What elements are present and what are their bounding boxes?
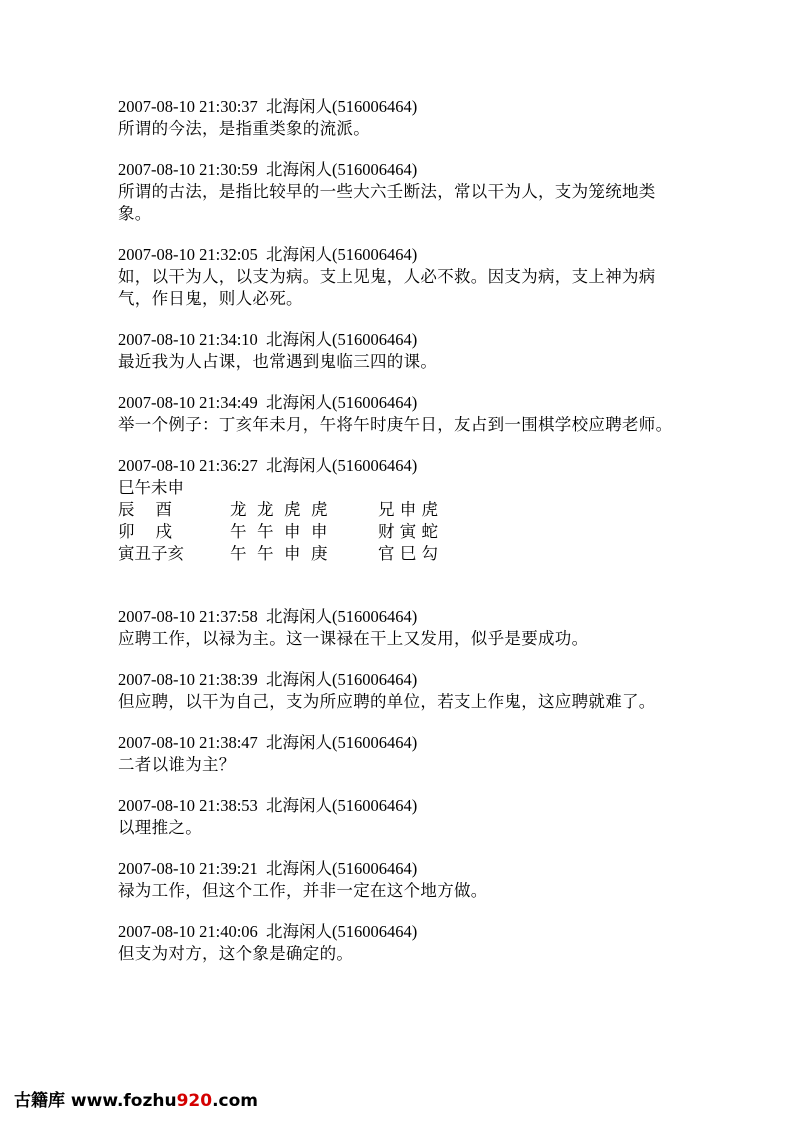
pan-cell-lessons: 龙 龙 虎 虎 xyxy=(230,500,328,519)
pan-cell-plate: 寅丑子亥 xyxy=(118,544,184,563)
chat-entry xyxy=(118,244,678,310)
entry-message: 但应聘，以干为自己，支为所应聘的单位，若支上作鬼，这应聘就难了。 xyxy=(118,692,656,711)
footer-site-name: 古籍库 xyxy=(14,1091,65,1111)
chat-entry xyxy=(118,858,678,902)
chat-entry xyxy=(118,159,678,225)
entry-message: 所谓的今法，是指重类象的流派。 xyxy=(118,119,370,138)
liuren-pan-chart xyxy=(118,477,678,565)
entry-message: 如，以干为人，以支为病。支上见鬼，人必不救。因支为病，支上神为病气，作日鬼，则人必死。 xyxy=(118,267,656,308)
entry-message: 二者以谁为主？ xyxy=(118,755,236,774)
pan-row xyxy=(118,499,678,521)
pan-row xyxy=(118,543,678,565)
entry-timestamp-author: 2007-08-10 21:34:10 北海闲人(516006464) xyxy=(118,330,418,349)
entry-timestamp-author: 2007-08-10 21:34:49 北海闲人(516006464) xyxy=(118,393,418,412)
pan-cell-transmissions: 财 寅 蛇 xyxy=(378,522,438,541)
pan-cell-lessons: 午 午 申 庚 xyxy=(230,544,328,563)
chat-entry xyxy=(118,329,678,373)
chat-entry xyxy=(118,921,678,965)
chat-entry xyxy=(118,669,678,713)
pan-cell-lessons: 午 午 申 申 xyxy=(230,522,328,541)
entry-timestamp-author: 2007-08-10 21:30:37 北海闲人(516006464) xyxy=(118,97,418,116)
entry-message: 禄为工作，但这个工作，并非一定在这个地方做。 xyxy=(118,881,488,900)
entry-message: 所谓的古法，是指比较早的一些大六壬断法，常以干为人，支为笼统地类象。 xyxy=(118,182,656,223)
entry-timestamp-author: 2007-08-10 21:37:58 北海闲人(516006464) xyxy=(118,607,418,626)
entry-timestamp-author: 2007-08-10 21:38:47 北海闲人(516006464) xyxy=(118,733,418,752)
footer-url-prefix: www.fozhu xyxy=(70,1091,177,1111)
entry-timestamp-author: 2007-08-10 21:30:59 北海闲人(516006464) xyxy=(118,160,418,179)
entry-message: 应聘工作，以禄为主。这一课禄在干上又发用，似乎是要成功。 xyxy=(118,629,589,648)
chat-entry-pan xyxy=(118,455,678,565)
entry-timestamp-author: 2007-08-10 21:40:06 北海闲人(516006464) xyxy=(118,922,418,941)
chat-entry xyxy=(118,732,678,776)
entry-timestamp-author: 2007-08-10 21:36:27 北海闲人(516006464) xyxy=(118,456,418,475)
document-body xyxy=(118,96,678,984)
chat-entry xyxy=(118,392,678,436)
entry-message: 最近我为人占课，也常遇到鬼临三四的课。 xyxy=(118,352,438,371)
entry-message: 但支为对方，这个象是确定的。 xyxy=(118,944,354,963)
entry-timestamp-author: 2007-08-10 21:32:05 北海闲人(516006464) xyxy=(118,245,418,264)
chat-entry xyxy=(118,606,678,650)
pan-header: 巳午未申 xyxy=(118,478,184,497)
pan-header-row xyxy=(118,477,678,499)
footer-url-suffix: .com xyxy=(212,1091,259,1111)
entry-timestamp-author: 2007-08-10 21:39:21 北海闲人(516006464) xyxy=(118,859,418,878)
chat-entry xyxy=(118,795,678,839)
entry-message: 举一个例子：丁亥年未月，午将午时庚午日，友占到一围棋学校应聘老师。 xyxy=(118,415,673,434)
pan-row xyxy=(118,521,678,543)
pan-cell-plate: 卯 戌 xyxy=(118,522,172,541)
footer-url-number: 920 xyxy=(176,1091,213,1111)
entry-timestamp-author: 2007-08-10 21:38:39 北海闲人(516006464) xyxy=(118,670,418,689)
entry-timestamp-author: 2007-08-10 21:38:53 北海闲人(516006464) xyxy=(118,796,418,815)
chat-entry xyxy=(118,96,678,140)
pan-cell-transmissions: 兄 申 虎 xyxy=(378,500,438,519)
pan-cell-transmissions: 官 巳 勾 xyxy=(378,544,438,563)
pan-cell-plate: 辰 酉 xyxy=(118,500,172,519)
footer-watermark xyxy=(14,1090,258,1112)
entry-message: 以理推之。 xyxy=(118,818,202,837)
